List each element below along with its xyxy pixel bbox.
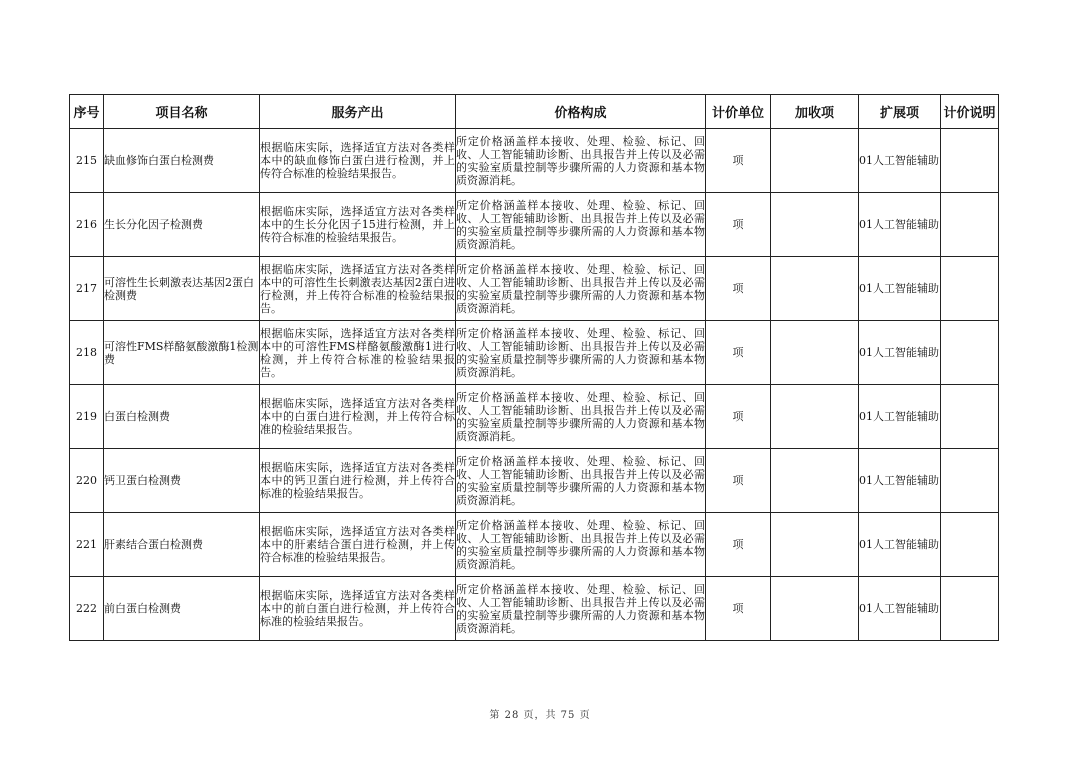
row-serial: 220 bbox=[70, 449, 104, 513]
row-service-output: 根据临床实际，选择适宜方法对各类样本中的前白蛋白进行检测，并上传符合标准的检验结果报告。 bbox=[260, 577, 456, 641]
row-extension: 01人工智能辅助 bbox=[859, 129, 941, 193]
row-item-name: 可溶性生长刺激表达基因2蛋白检测费 bbox=[104, 257, 260, 321]
row-extension: 01人工智能辅助 bbox=[859, 193, 941, 257]
header-surcharge: 加收项 bbox=[771, 95, 859, 129]
table-row bbox=[70, 385, 999, 449]
table-row bbox=[70, 513, 999, 577]
row-unit: 项 bbox=[706, 513, 771, 577]
page-number: 第 28 页，共 75 页 bbox=[489, 710, 591, 721]
row-price-composition: 所定价格涵盖样本接收、处理、检验、标记、回收、人工智能辅助诊断、出具报告并上传以及必需的实验室质量控制等步骤所需的人力资源和基本物质资源消耗。 bbox=[456, 513, 706, 577]
table-body bbox=[70, 129, 999, 641]
row-serial: 215 bbox=[70, 129, 104, 193]
row-serial: 221 bbox=[70, 513, 104, 577]
row-surcharge bbox=[771, 577, 859, 641]
row-surcharge bbox=[771, 449, 859, 513]
row-extension: 01人工智能辅助 bbox=[859, 257, 941, 321]
row-service-output: 根据临床实际，选择适宜方法对各类样本中的缺血修饰白蛋白进行检测，并上传符合标准的检验结果报告。 bbox=[260, 129, 456, 193]
row-item-name: 可溶性FMS样酪氨酸激酶1检测费 bbox=[104, 321, 260, 385]
row-item-name: 肝素结合蛋白检测费 bbox=[104, 513, 260, 577]
header-row bbox=[70, 95, 999, 129]
row-extension: 01人工智能辅助 bbox=[859, 577, 941, 641]
row-pricing-note bbox=[941, 513, 999, 577]
row-surcharge bbox=[771, 321, 859, 385]
row-price-composition: 所定价格涵盖样本接收、处理、检验、标记、回收、人工智能辅助诊断、出具报告并上传以及必需的实验室质量控制等步骤所需的人力资源和基本物质资源消耗。 bbox=[456, 321, 706, 385]
header-item-name: 项目名称 bbox=[104, 95, 260, 129]
row-serial: 217 bbox=[70, 257, 104, 321]
row-extension: 01人工智能辅助 bbox=[859, 321, 941, 385]
row-surcharge bbox=[771, 513, 859, 577]
row-pricing-note bbox=[941, 129, 999, 193]
row-price-composition: 所定价格涵盖样本接收、处理、检验、标记、回收、人工智能辅助诊断、出具报告并上传以及必需的实验室质量控制等步骤所需的人力资源和基本物质资源消耗。 bbox=[456, 129, 706, 193]
row-extension: 01人工智能辅助 bbox=[859, 449, 941, 513]
row-extension: 01人工智能辅助 bbox=[859, 385, 941, 449]
row-unit: 项 bbox=[706, 321, 771, 385]
table-row bbox=[70, 449, 999, 513]
row-pricing-note bbox=[941, 321, 999, 385]
table-row bbox=[70, 577, 999, 641]
row-price-composition: 所定价格涵盖样本接收、处理、检验、标记、回收、人工智能辅助诊断、出具报告并上传以及必需的实验室质量控制等步骤所需的人力资源和基本物质资源消耗。 bbox=[456, 577, 706, 641]
row-pricing-note bbox=[941, 385, 999, 449]
row-service-output: 根据临床实际，选择适宜方法对各类样本中的钙卫蛋白进行检测，并上传符合标准的检验结果报告。 bbox=[260, 449, 456, 513]
row-unit: 项 bbox=[706, 257, 771, 321]
row-service-output: 根据临床实际，选择适宜方法对各类样本中的生长分化因子15进行检测，并上传符合标准的检验结果报告。 bbox=[260, 193, 456, 257]
table-row bbox=[70, 129, 999, 193]
row-extension: 01人工智能辅助 bbox=[859, 513, 941, 577]
row-item-name: 生长分化因子检测费 bbox=[104, 193, 260, 257]
row-price-composition: 所定价格涵盖样本接收、处理、检验、标记、回收、人工智能辅助诊断、出具报告并上传以及必需的实验室质量控制等步骤所需的人力资源和基本物质资源消耗。 bbox=[456, 385, 706, 449]
row-unit: 项 bbox=[706, 449, 771, 513]
row-serial: 219 bbox=[70, 385, 104, 449]
row-serial: 222 bbox=[70, 577, 104, 641]
row-service-output: 根据临床实际，选择适宜方法对各类样本中的白蛋白进行检测，并上传符合标准的检验结果报告。 bbox=[260, 385, 456, 449]
table-row bbox=[70, 321, 999, 385]
row-item-name: 钙卫蛋白检测费 bbox=[104, 449, 260, 513]
header-service-output: 服务产出 bbox=[260, 95, 456, 129]
row-item-name: 白蛋白检测费 bbox=[104, 385, 260, 449]
header-pricing-note: 计价说明 bbox=[941, 95, 999, 129]
row-surcharge bbox=[771, 385, 859, 449]
row-serial: 218 bbox=[70, 321, 104, 385]
table-row bbox=[70, 257, 999, 321]
row-unit: 项 bbox=[706, 577, 771, 641]
row-unit: 项 bbox=[706, 193, 771, 257]
row-unit: 项 bbox=[706, 385, 771, 449]
row-service-output: 根据临床实际，选择适宜方法对各类样本中的肝素结合蛋白进行检测，并上传符合标准的检验结果报告。 bbox=[260, 513, 456, 577]
pricing-table bbox=[69, 94, 999, 641]
header-extension: 扩展项 bbox=[859, 95, 941, 129]
row-item-name: 前白蛋白检测费 bbox=[104, 577, 260, 641]
row-pricing-note bbox=[941, 449, 999, 513]
row-surcharge bbox=[771, 257, 859, 321]
row-price-composition: 所定价格涵盖样本接收、处理、检验、标记、回收、人工智能辅助诊断、出具报告并上传以及必需的实验室质量控制等步骤所需的人力资源和基本物质资源消耗。 bbox=[456, 449, 706, 513]
row-surcharge bbox=[771, 193, 859, 257]
header-serial: 序号 bbox=[70, 95, 104, 129]
table-row bbox=[70, 193, 999, 257]
row-item-name: 缺血修饰白蛋白检测费 bbox=[104, 129, 260, 193]
row-price-composition: 所定价格涵盖样本接收、处理、检验、标记、回收、人工智能辅助诊断、出具报告并上传以及必需的实验室质量控制等步骤所需的人力资源和基本物质资源消耗。 bbox=[456, 193, 706, 257]
row-service-output: 根据临床实际，选择适宜方法对各类样本中的可溶性生长刺激表达基因2蛋白进行检测，并上传符合标准的检验结果报告。 bbox=[260, 257, 456, 321]
row-serial: 216 bbox=[70, 193, 104, 257]
row-pricing-note bbox=[941, 577, 999, 641]
row-surcharge bbox=[771, 129, 859, 193]
header-price-composition: 价格构成 bbox=[456, 95, 706, 129]
row-pricing-note bbox=[941, 257, 999, 321]
header-unit: 计价单位 bbox=[706, 95, 771, 129]
row-service-output: 根据临床实际，选择适宜方法对各类样本中的可溶性FMS样酪氨酸激酶1进行检测，并上传符合标准的检验结果报告。 bbox=[260, 321, 456, 385]
row-unit: 项 bbox=[706, 129, 771, 193]
row-price-composition: 所定价格涵盖样本接收、处理、检验、标记、回收、人工智能辅助诊断、出具报告并上传以及必需的实验室质量控制等步骤所需的人力资源和基本物质资源消耗。 bbox=[456, 257, 706, 321]
row-pricing-note bbox=[941, 193, 999, 257]
